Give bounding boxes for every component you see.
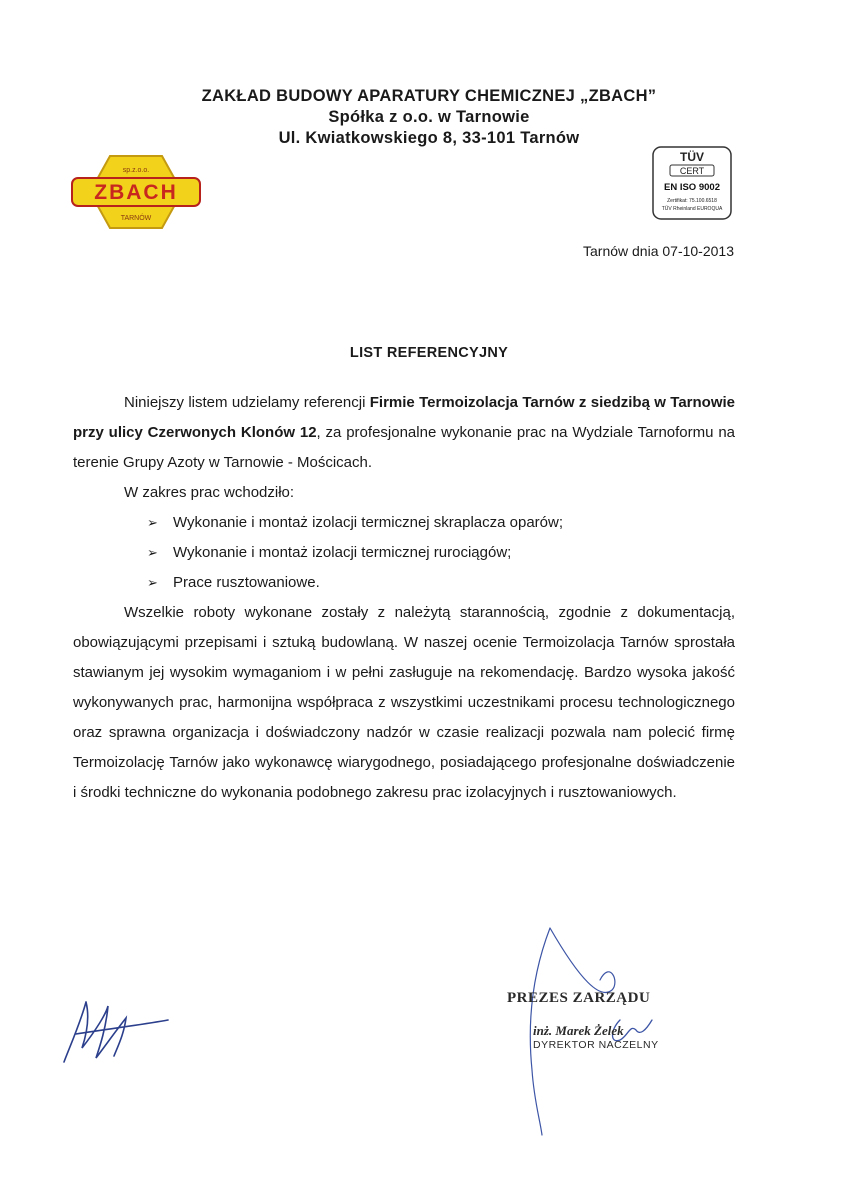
list-item-text: Wykonanie i montaż izolacji termicznej rurociągów; — [173, 544, 512, 561]
company-legal-form: Spółka z o.o. w Tarnowie — [328, 108, 530, 126]
company-address: Ul. Kwiatkowskiego 8, 33-101 Tarnów — [278, 129, 580, 147]
tuv-issuer: TÜV Rheinland EUROQUA — [661, 206, 723, 212]
list-item — [147, 538, 735, 568]
arrow-bullet-icon: ➢ — [147, 545, 158, 560]
arrow-bullet-icon: ➢ — [147, 575, 158, 590]
zbach-logo — [70, 152, 202, 232]
intro-company-bold: Firmie Termoizolacja Tarnów z siedzibą w Tarnowie przy ulicy Czerwonych Klonów 12 — [73, 394, 736, 441]
intro-text-start: Niniejszy listem udzielamy referencji — [124, 394, 370, 411]
tuv-number: Zertifikat: 75.100.6518 — [667, 198, 717, 204]
scope-list — [73, 508, 735, 598]
closing-paragraph: Wszelkie roboty wykonane zostały z należytą starannością, zgodnie z dokumentacją, obowiązującymi przepisami i sztuką budowlaną. W naszej ocenie Termoizolacja Tarnów sprostała stawianym jej wysokim wymaganiom i w pełni zasługuje na rekomendację. Bardzo wysoka jakość wykonywanych prac, harmonijna współpraca z wszystkimi uczestnikami procesu technologicznego oraz sprawna organizacja i doświadczony nadzór w czasie realizacji pozwala nam polecić firmę Termoizolację Tarnów jako wykonawcę wiarygodnego, posiadającego profesjonalne doświadczenie i środki techniczne do wykonania podobnego zakresu prac izolacyjnych i rusztowaniowych. — [73, 604, 735, 801]
list-item-text: Wykonanie i montaż izolacji termicznej skraplacza oparów; — [173, 514, 564, 531]
tuv-certificate-badge — [652, 146, 732, 220]
letter-body — [73, 388, 735, 808]
logo-bottom-text: TARNÓW — [120, 215, 152, 222]
letter-title: LIST REFERENCYJNY — [349, 345, 509, 361]
letterhead — [0, 86, 858, 149]
list-item-text: Prace rusztowaniowe. — [173, 574, 320, 591]
scope-label: W zakres prac wchodziło: — [124, 484, 295, 501]
stamp-role: DYREKTOR NACZELNY — [533, 1039, 659, 1051]
list-item — [147, 568, 735, 598]
letter-date: Tarnów dnia 07-10-2013 — [583, 243, 734, 259]
tuv-brand: TÜV — [680, 150, 704, 164]
stamp-name: inż. Marek Żelek — [533, 1023, 624, 1038]
company-name: ZAKŁAD BUDOWY APARATURY CHEMICZNEJ „ZBACH” — [201, 87, 657, 105]
logo-top-text: sp.z.o.o. — [122, 167, 150, 174]
intro-paragraph — [73, 388, 735, 478]
tuv-cert: CERT — [679, 166, 705, 176]
handwritten-signature-left — [56, 984, 176, 1074]
arrow-bullet-icon: ➢ — [147, 515, 158, 530]
logo-main-text: ZBACH — [94, 181, 178, 204]
intro-text-end: , za profesjonalne wykonanie prac na Wydziale Tarnoformu na terenie Grupy Azoty w Tarnowie - Mościcach. — [73, 424, 736, 471]
list-item — [147, 508, 735, 538]
stamp-title: PREZES ZARZĄDU — [507, 990, 651, 1006]
tuv-standard: EN ISO 9002 — [664, 182, 720, 193]
signature-stamp — [507, 990, 697, 1051]
